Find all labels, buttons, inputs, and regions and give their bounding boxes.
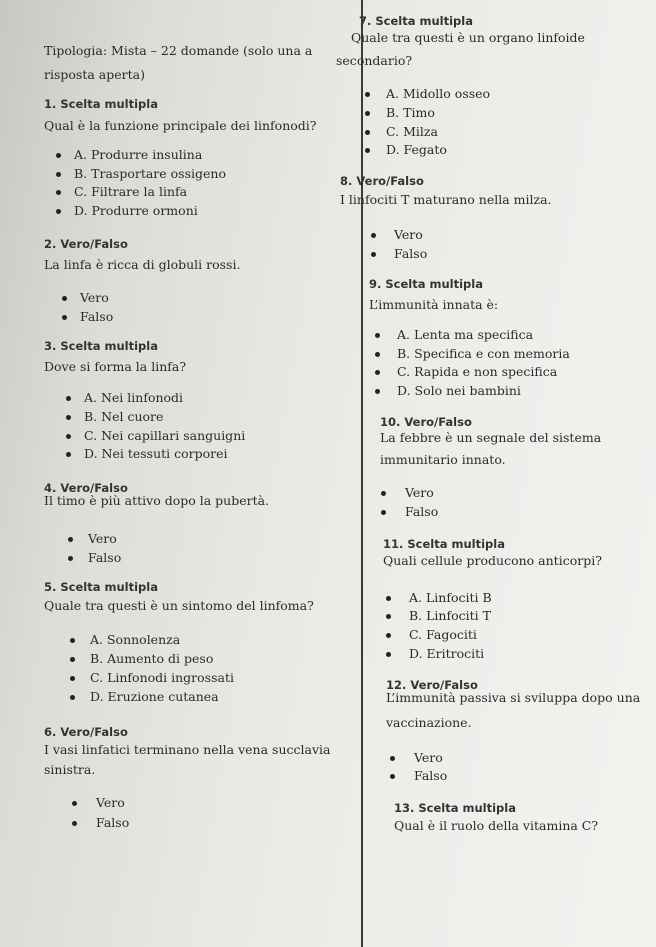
q6-option-falso: Falso — [96, 815, 130, 830]
q5-option-b: B. Aumento di peso — [90, 651, 214, 666]
bullet-icon — [56, 209, 61, 214]
bullet-icon — [365, 148, 370, 153]
q4-option-falso: Falso — [88, 550, 122, 565]
q2-option-falso: Falso — [80, 309, 114, 324]
bullet-icon — [375, 352, 380, 357]
q10-heading: 10. Vero/Falso — [380, 415, 472, 429]
q5-text: Quale tra questi è un sintomo del linfoma? — [44, 598, 314, 613]
bullet-icon — [68, 556, 73, 561]
q11-option-b: B. Linfociti T — [409, 608, 491, 623]
q4-heading: 4. Vero/Falso — [44, 481, 128, 495]
bullet-icon — [386, 633, 391, 638]
q10-option-vero: Vero — [405, 485, 434, 500]
q12-text-line-2: vaccinazione. — [386, 715, 472, 730]
q2-heading: 2. Vero/Falso — [44, 237, 128, 251]
bullet-icon — [381, 510, 386, 515]
q7-text-line-1: Quale tra questi è un organo linfoide — [351, 30, 585, 45]
bullet-icon — [66, 396, 71, 401]
q7-option-d: D. Fegato — [386, 142, 447, 157]
q11-option-a: A. Linfociti B — [409, 590, 492, 605]
bullet-icon — [375, 333, 380, 338]
q12-text-line-1: L’immunità passiva si sviluppa dopo una — [386, 690, 641, 705]
q1-option-c: C. Filtrare la linfa — [74, 184, 188, 199]
page-divider — [361, 0, 363, 947]
q5-option-d: D. Eruzione cutanea — [90, 689, 219, 704]
bullet-icon — [365, 111, 370, 116]
q3-option-a: A. Nei linfonodi — [84, 390, 184, 405]
bullet-icon — [375, 389, 380, 394]
q11-text: Quali cellule producono anticorpi? — [383, 553, 602, 568]
q3-option-c: C. Nei capillari sanguigni — [84, 428, 246, 443]
bullet-icon — [56, 172, 61, 177]
q6-heading: 6. Vero/Falso — [44, 725, 128, 739]
tipologia-line-1: Tipologia: Mista – 22 domande (solo una a — [44, 43, 313, 58]
q7-text-line-2: secondario? — [336, 53, 413, 68]
bullet-icon — [62, 315, 67, 320]
q9-option-a: A. Lenta ma specifica — [397, 327, 534, 342]
bullet-icon — [68, 537, 73, 542]
q11-option-c: C. Fagociti — [409, 627, 477, 642]
bullet-icon — [70, 676, 75, 681]
q8-option-vero: Vero — [394, 227, 423, 242]
tipologia-line-2: risposta aperta) — [44, 67, 145, 82]
q9-option-c: C. Rapida e non specifica — [397, 364, 558, 379]
bullet-icon — [56, 153, 61, 158]
bullet-icon — [365, 92, 370, 97]
bullet-icon — [72, 821, 77, 826]
bullet-icon — [66, 452, 71, 457]
q5-option-c: C. Linfonodi ingrossati — [90, 670, 234, 685]
q10-option-falso: Falso — [405, 504, 439, 519]
q3-heading: 3. Scelta multipla — [44, 339, 158, 353]
bullet-icon — [386, 652, 391, 657]
q12-heading: 12. Vero/Falso — [386, 678, 478, 692]
q3-option-d: D. Nei tessuti corporei — [84, 446, 228, 461]
q3-text: Dove si forma la linfa? — [44, 359, 187, 374]
bullet-icon — [66, 434, 71, 439]
bullet-icon — [371, 233, 376, 238]
q9-option-d: D. Solo nei bambini — [397, 383, 521, 398]
q9-heading: 9. Scelta multipla — [369, 277, 483, 291]
bullet-icon — [70, 638, 75, 643]
bullet-icon — [56, 190, 61, 195]
q8-option-falso: Falso — [394, 246, 428, 261]
q6-text-line-2: sinistra. — [44, 762, 96, 777]
q13-text: Qual è il ruolo della vitamina C? — [394, 818, 599, 833]
q5-option-a: A. Sonnolenza — [90, 632, 181, 647]
q3-option-b: B. Nel cuore — [84, 409, 164, 424]
bullet-icon — [70, 695, 75, 700]
q9-text: L’immunità innata è: — [369, 297, 499, 312]
bullet-icon — [70, 657, 75, 662]
q1-option-a: A. Produrre insulina — [74, 147, 203, 162]
bullet-icon — [66, 415, 71, 420]
q6-text-line-1: I vasi linfatici terminano nella vena succlavia — [44, 742, 331, 757]
q11-option-d: D. Eritrociti — [409, 646, 485, 661]
bullet-icon — [386, 614, 391, 619]
q7-option-c: C. Milza — [386, 124, 438, 139]
q1-option-d: D. Produrre ormoni — [74, 203, 198, 218]
bullet-icon — [72, 801, 77, 806]
bullet-icon — [390, 756, 395, 761]
q13-heading: 13. Scelta multipla — [394, 801, 516, 815]
q12-option-vero: Vero — [414, 750, 443, 765]
q2-text: La linfa è ricca di globuli rossi. — [44, 257, 241, 272]
q1-heading: 1. Scelta multipla — [44, 97, 158, 111]
bullet-icon — [381, 491, 386, 496]
bullet-icon — [390, 774, 395, 779]
q11-heading: 11. Scelta multipla — [383, 537, 505, 551]
q4-text: Il timo è più attivo dopo la pubertà. — [44, 493, 270, 508]
q1-option-b: B. Trasportare ossigeno — [74, 166, 226, 181]
q1-text: Qual è la funzione principale dei linfonodi? — [44, 118, 317, 133]
q5-heading: 5. Scelta multipla — [44, 580, 158, 594]
q8-text: I linfociti T maturano nella milza. — [340, 192, 552, 207]
q10-text-line-1: La febbre è un segnale del sistema — [380, 430, 602, 445]
q6-option-vero: Vero — [96, 795, 125, 810]
bullet-icon — [371, 252, 376, 257]
bullet-icon — [62, 296, 67, 301]
bullet-icon — [365, 130, 370, 135]
bullet-icon — [375, 370, 380, 375]
q7-heading: 7. Scelta multipla — [359, 14, 473, 28]
q9-option-b: B. Specifica e con memoria — [397, 346, 570, 361]
q12-option-falso: Falso — [414, 768, 448, 783]
q2-option-vero: Vero — [80, 290, 109, 305]
q8-heading: 8. Vero/Falso — [340, 174, 424, 188]
bullet-icon — [386, 596, 391, 601]
q10-text-line-2: immunitario innato. — [380, 452, 506, 467]
q4-option-vero: Vero — [88, 531, 117, 546]
q7-option-b: B. Timo — [386, 105, 435, 120]
q7-option-a: A. Midollo osseo — [386, 86, 491, 101]
